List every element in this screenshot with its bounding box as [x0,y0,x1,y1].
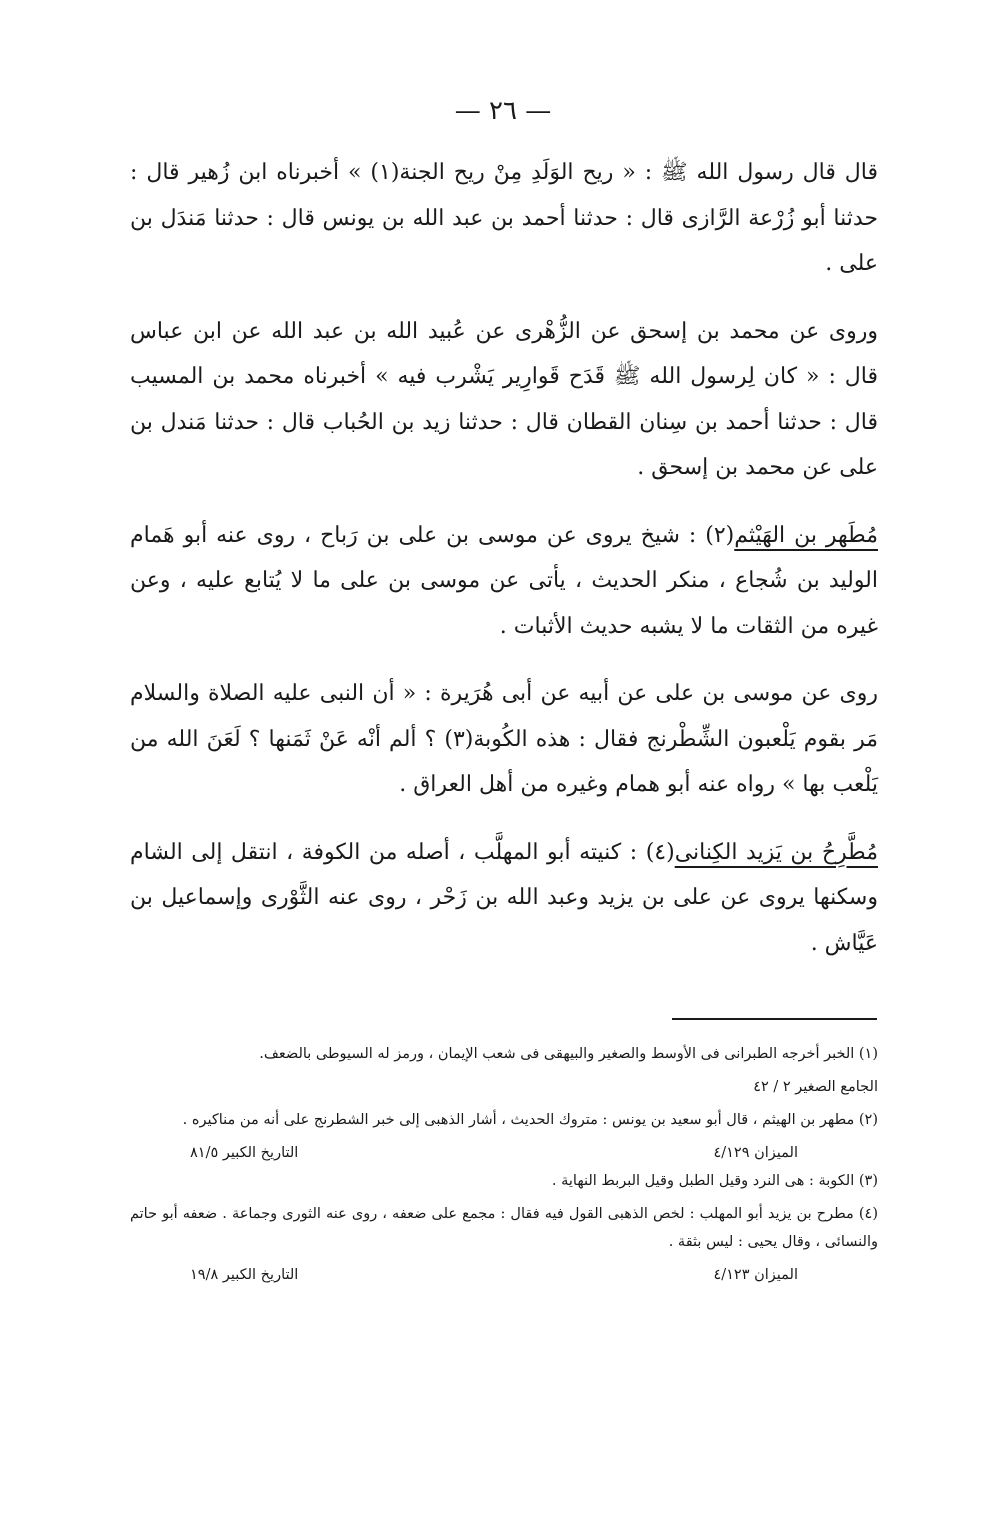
entry-mutahhar [130,513,878,650]
paragraph-2: وروى عن محمد بن إسحق عن الزُّهْرى عن عُبيد الله بن عبد الله عن ابن عباس قال : « كان لِرسول الله ﷺ قَدَح قَوارِير يَشْرب فيه » أخبرناه محمد بن المسيب قال : حدثنا أحمد بن سِنان القطان قال : حدثنا زيد بن الحُباب قال : حدثنا مَندل بن على عن محمد بن إسحق . [130,318,878,480]
footnote-4-ref-mizan: الميزان ٤/١٢٣ [713,1267,798,1283]
main-text [130,150,878,988]
entry-heading: مُطَّرِحُ بن يَزيد الكِنانى [674,839,878,865]
footnote-2: (٢) مطهر بن الهيثم ، قال أبو سعيد بن يونس : متروك الحديث ، أشار الذهبى إلى خبر الشطرنج على أنه من مناكيره . [182,1112,878,1128]
footnote-4-ref-tarikh: التاريخ الكبير ١٩/٨ [190,1267,299,1283]
footnote-4: (٤) مطرح بن يزيد أبو المهلب : لخص الذهبى القول فيه فقال : مجمع على ضعفه ، روى عنه الثورى وجماعة . ضعفه أبو حاتم والنسائى ، وقال يحيى : ليس بثقة . [130,1206,878,1250]
footnote-2-references [130,1139,878,1167]
entry-mutarrih [130,830,878,967]
footnote-1-reference: الجامع الصغير ٢ / ٤٢ [753,1079,878,1095]
entry-text: : كنيته أبو المهلَّب ، أصله من الكوفة ، انتقل إلى الشام وسكنها يروى عن على بن يزيد وعبد الله بن زَحْر ، روى عنه الثَّوْرى وإسماعيل بن عَيَّاش . [130,839,878,956]
page-number: — ٢٦ — [454,96,552,126]
footnote-1: (١) الخبر أخرجه الطبرانى فى الأوسط والصغير والبيهقى فى شعب الإيمان ، ورمز له السيوطى بالضعف. [259,1046,878,1062]
footnote-marker: (٢) [705,522,735,548]
footnote-3: (٣) الكوبة : هى النرد وقيل الطبل وقيل البربط النهاية . [551,1173,878,1189]
footnote-4-references [130,1261,878,1289]
footnotes [130,1040,878,1289]
paragraph-1: قال قال رسول الله ﷺ : « ريح الوَلَدِ مِنْ ريح الجنة(١) » أخبرناه ابن زُهير قال : حدثنا أبو زُرْعة الرَّازى قال : حدثنا أحمد بن عبد الله بن يونس قال : حدثنا مَندَل بن على . [130,160,878,276]
footnote-2-ref-tarikh: التاريخ الكبير ٨١/٥ [190,1145,299,1161]
entry-heading: مُطَهر بن الهَيْثم [734,522,878,548]
footnote-2-ref-mizan: الميزان ٤/١٢٩ [713,1145,798,1161]
entry-text: : شيخ يروى عن موسى بن على بن رَباح ، روى عنه أبو هَمام الوليد بن شُجاع ، منكر الحديث ، يأتى عن موسى بن على ما لا يُتابع عليه ، وعن غيره من الثقات ما لا يشبه حديث الأثبات . [130,522,878,639]
footnote-divider [672,1018,877,1020]
footnote-marker: (٤) [645,839,675,865]
paragraph-3: روى عن موسى بن على عن أبيه عن أبى هُرَيرة : « أن النبى عليه الصلاة والسلام مَر بقوم يَلْعبون الشِّطْرنج فقال : هذه الكُوبة(٣) ؟ ألم أنْه عَنْ ثَمَنها ؟ لَعَنَ الله من يَلْعب بها » رواه عنه أبو همام وغيره من أهل العراق . [130,681,878,797]
